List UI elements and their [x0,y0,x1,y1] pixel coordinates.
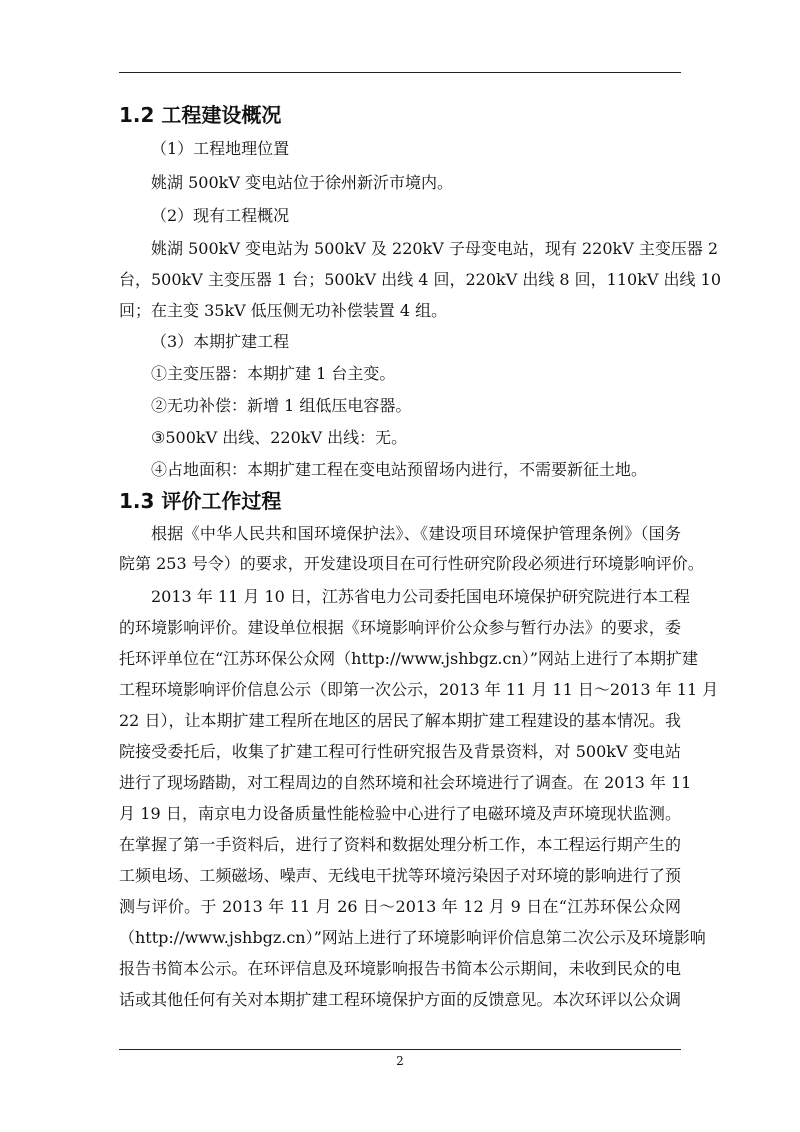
paragraph-line: 测与评价。于 2013 年 11 月 26 日～2013 年 12 月 9 日在“江苏环保公众网 [119,897,681,916]
page-number: 2 [396,1054,404,1068]
paragraph-line: 院接受委托后，收集了扩建工程可行性研究报告及背景资料，对 500kV 变电站 [119,742,681,761]
paragraph-line: 姚湖 500kV 变电站为 500kV 及 220kV 子母变电站，现有 220kV 主变压器 2 [151,239,719,258]
paragraph-line: 姚湖 500kV 变电站位于徐州新沂市境内。 [151,173,453,192]
footer-rule [119,1049,681,1050]
paragraph-line: 报告书简本公示。在环评信息及环境影响报告书简本公示期间，未收到民众的电 [119,959,681,978]
paragraph-line: 工频电场、工频磁场、噪声、无线电干扰等环境污染因子对环境的影响进行了预 [119,866,681,885]
paragraph-line: ①主变压器：本期扩建 1 台主变。 [151,364,396,383]
paragraph-line: 在掌握了第一手资料后，进行了资料和数据处理分析工作，本工程运行期产生的 [119,835,681,854]
paragraph-line: ③500kV 出线、220kV 出线：无。 [151,428,408,447]
paragraph-line: 22 日），让本期扩建工程所在地区的居民了解本期扩建工程建设的基本情况。我 [119,711,681,730]
paragraph-line: 进行了现场踏勘，对工程周边的自然环境和社会环境进行了调查。在 2013 年 11 [119,773,692,792]
paragraph-line: 托环评单位在“江苏环保公众网（http://www.jshbgz.cn）”网站上进行了本期扩建 [119,649,698,668]
paragraph-line: 台，500kV 主变压器 1 台；500kV 出线 4 回，220kV 出线 8 回，110kV 出线 10 [119,270,722,289]
paragraph-line: 2013 年 11 月 10 日，江苏省电力公司委托国电环境保护研究院进行本工程 [151,587,690,606]
paragraph-line: 的环境影响评价。建设单位根据《环境影响评价公众参与暂行办法》的要求，委 [119,618,681,637]
paragraph-line: 工程环境影响评价信息公示（即第一次公示，2013 年 11 月 11 日～2013 年 11 月 [119,680,719,699]
paragraph-line: （http://www.jshbgz.cn）”网站上进行了环境影响评价信息第二次公示及环境影响 [119,928,706,947]
section-heading-1-2: 1.2 工程建设概况 [119,103,282,127]
paragraph-line: 院第 253 号令）的要求，开发建设项目在可行性研究阶段必须进行环境影响评价。 [119,554,704,573]
paragraph-line: 月 19 日，南京电力设备质量性能检验中心进行了电磁环境及声环境现状监测。 [119,804,681,823]
header-rule [119,72,681,73]
paragraph-line: 根据《中华人民共和国环境保护法》、《建设项目环境保护管理条例》（国务 [151,524,681,543]
section-heading-1-3: 1.3 评价工作过程 [119,489,282,513]
paragraph-line: （2）现有工程概况 [151,206,290,225]
paragraph-line: （1）工程地理位置 [151,139,290,158]
paragraph-line: 回；在主变 35kV 低压侧无功补偿装置 4 组。 [119,301,448,320]
paragraph-line: （3）本期扩建工程 [151,332,290,351]
paragraph-line: ④占地面积：本期扩建工程在变电站预留场内进行，不需要新征土地。 [151,460,648,479]
paragraph-line: ②无功补偿：新增 1 组低压电容器。 [151,396,412,415]
paragraph-line: 话或其他任何有关对本期扩建工程环境保护方面的反馈意见。本次环评以公众调 [119,990,681,1009]
